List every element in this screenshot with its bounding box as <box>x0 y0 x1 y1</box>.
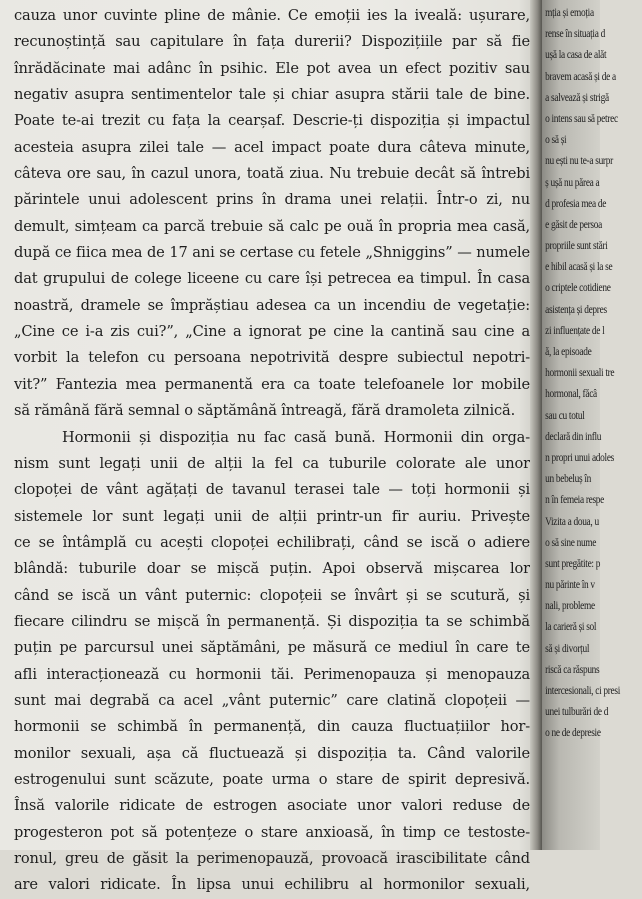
adjacent-text-fragment: riscă ca răspuns <box>545 661 600 676</box>
adjacent-text-fragment: ă, la episoade <box>545 344 592 358</box>
adjacent-text-fragment: ușă la casa de alăt <box>545 47 607 62</box>
text-line: negativ asupra sentimentelor tale și chiar asupra stării tale de bine. <box>14 86 530 104</box>
adjacent-text-fragment: declară din influ <box>545 428 602 443</box>
text-line: să rămână fără semnal o săptămână întreagă, fără dramoleta zilnică. <box>14 402 516 420</box>
adjacent-text-fragment: ș ușă nu părea a <box>545 174 600 189</box>
text-line: dat grupului de colege liceene cu care își petrecea ea timpul. În casa <box>14 270 530 288</box>
adjacent-text-fragment: intercesionali, ci presi <box>545 683 621 697</box>
adjacent-text-fragment: o să și <box>545 132 567 147</box>
adjacent-text-fragment: o să sine nume <box>545 534 597 549</box>
text-line: după ce fiica mea de 17 ani se certase cu fetele „Shniggins” — numele <box>14 244 530 262</box>
adjacent-text-fragment: a salvează și strigă <box>545 89 609 104</box>
text-line: Hormonii și dispoziția nu fac casă bună. Hormonii din orga- <box>62 428 530 446</box>
adjacent-text-fragment: e găsit de persoa <box>545 216 602 231</box>
adjacent-text-fragment: o intens sau să petrec <box>545 110 618 125</box>
text-line: vorbit la telefon cu persoana nepotrivită despre subiectul nepotri- <box>14 349 530 367</box>
text-line: câteva ore sau, în cazul unora, toată ziua. Nu trebuie decât să întrebi <box>14 165 530 183</box>
adjacent-text-fragment: o criptele cotidiene <box>545 280 611 295</box>
text-line: cauza unor cuvinte pline de mânie. Ce emoții ies la iveală: ușurare, <box>14 7 530 24</box>
text-line: puțin pe parcursul unei săptămâni, pe măsură ce mediul în care te <box>14 639 530 657</box>
body-text <box>14 3 530 899</box>
adjacent-page-text <box>542 2 642 744</box>
text-line: sistemele lor sunt legați unii de alții printr-un fir auriu. Privește <box>14 507 530 525</box>
adjacent-page-edge <box>542 0 621 850</box>
text-line: „Cine ce i-a zis cui?”, „Cine a ignorat pe cine la cantină sau cine a <box>14 323 530 341</box>
text-line: acesteia asupra zilei tale — acel impact poate dura câteva minute, <box>14 138 530 156</box>
text-line: monilor sexuali, așa că fluctuează și dispoziția ta. Când valorile <box>14 744 530 762</box>
adjacent-text-fragment: propriile sunt stări <box>545 238 608 253</box>
adjacent-text-fragment: zi influențate de l <box>545 322 605 337</box>
adjacent-text-fragment: hormonal, făcâ <box>545 386 597 401</box>
adjacent-text-fragment: la carieră și sol <box>545 619 597 634</box>
text-line: când se iscă un vânt puternic: clopoțeii se învârt și se scutură, și <box>14 586 530 604</box>
text-line: sunt mai degrabă ca acel „vânt puternic” care clatină clopoțeii — <box>14 691 530 709</box>
text-line: blândă: tuburile doar se mișcă puțin. Apoi observă mișcarea lor <box>14 560 530 578</box>
adjacent-text-fragment: nu ești nu te-a surpr <box>545 153 613 168</box>
adjacent-text-fragment: asistența și depres <box>545 301 607 316</box>
adjacent-text-fragment: n propri unui adoles <box>545 449 615 464</box>
text-line: hormonii se schimbă în permanență, din cauza fluctuațiilor hor- <box>14 718 530 736</box>
text-line: părintele unui adolescent prins în drama unei relații. Într-o zi, nu <box>14 191 530 209</box>
text-line: are valori ridicate. În lipsa unui echilibru al hormonilor sexuali, <box>14 876 530 894</box>
text-line: noastră, dramele se împrăștiau adesea ca un incendiu de vegetație: <box>14 296 530 314</box>
text-line: fiecare cilindru se mișcă în permanență. Și dispoziția ta se schimbă <box>14 612 530 630</box>
text-line: progesteron pot să potențeze o stare anxioasă, în timp ce testoste- <box>14 823 530 841</box>
adjacent-text-fragment: bravem acasă și de a <box>545 68 616 83</box>
text-line: Poate te-ai trezit cu fața la cearșaf. Descrie-ți dispoziția și impactul <box>14 112 530 130</box>
text-line: nism sunt legați unii de alții la fel ca tuburile colorate ale unor <box>14 454 530 472</box>
adjacent-text-fragment: un bebeluș în <box>545 471 591 486</box>
text-line: afli interacționează cu hormonii tăi. Perimenopauza și menopauza <box>14 665 530 683</box>
text-line: clopoței de vânt agățați de tavanul terasei tale — toți hormonii și <box>14 481 530 499</box>
adjacent-text-fragment: sau cu totul <box>545 407 585 422</box>
adjacent-text-fragment: nu părinte în v <box>545 577 595 592</box>
adjacent-text-fragment: să și divorțul <box>545 640 590 655</box>
adjacent-text-fragment: hormonii sexuali tre <box>545 365 615 380</box>
adjacent-text-fragment: sunt pregătite: p <box>545 555 601 570</box>
adjacent-text-fragment: e hibil acasă și la se <box>545 259 613 274</box>
adjacent-text-fragment: Vizita a doua, u <box>545 513 599 528</box>
text-line: înrădăcinate mai adânc în psihic. Ele pot avea un efect pozitiv sau <box>14 59 530 77</box>
text-line: recunoștință sau capitulare în fața durerii? Dispozițiile par să fie <box>14 33 530 51</box>
text-line: vit?” Fantezia mea permanentă era ca toate telefoanele lor mobile <box>14 375 530 393</box>
adjacent-text-fragment: n în femeia respe <box>545 492 605 507</box>
adjacent-text-fragment: d profesia mea de <box>545 195 607 210</box>
text-line: ce se întâmplă cu acești clopoței echilibrați, când se iscă o adiere <box>14 533 530 551</box>
text-line: ronul, greu de găsit la perimenopauză, provoacă irascibilitate când <box>14 850 530 867</box>
adjacent-text-fragment: unei tulburări de d <box>545 704 609 719</box>
adjacent-text-fragment: nali, probleme <box>545 598 595 613</box>
text-line: estrogenului sunt scăzute, poate urma o stare de spirit depresivă. <box>14 770 530 788</box>
adjacent-text-fragment: o ne de depresie <box>545 725 601 740</box>
adjacent-text-fragment: mția și emoția <box>545 5 594 19</box>
text-line: demult, simțeam ca parcă trebuie să calc pe ouă în propria mea casă, <box>14 217 530 235</box>
adjacent-text-fragment: rense în situația d <box>545 26 605 41</box>
text-line: Însă valorile ridicate de estrogen asociate unor valori reduse de <box>14 797 530 815</box>
